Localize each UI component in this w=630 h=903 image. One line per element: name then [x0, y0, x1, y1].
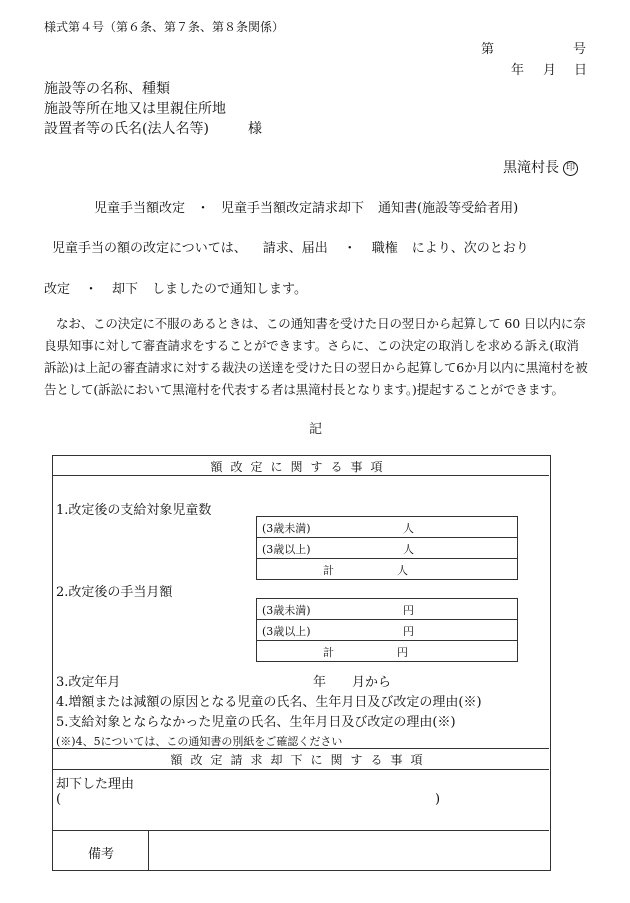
children-count-table: [256, 516, 518, 580]
item3-month-from: 月から: [352, 675, 392, 690]
title-part1: 児童手当額改定: [94, 201, 186, 216]
children-under3-row: [257, 517, 517, 538]
section2-header-divider: [52, 769, 549, 770]
remarks-label: 備考: [88, 847, 115, 862]
facility-address-label: 施設等所在地又は里親住所地: [44, 101, 226, 117]
facility-name-label: 施設等の名称、種類: [44, 81, 170, 97]
body-line1-suffix: により、次のとおり: [411, 241, 529, 256]
title-sep: ・: [196, 201, 210, 216]
notice-paragraph: なお、この決定に不服のあるときは、この通知書を受けた日の翌日から起算して 60 日以内に奈良県知事に対して審査請求をすることができます。さらに、この決定の取消しを求める訴え(取消訴訟)は上記の審査請求に対する裁決の送達を受けた日の翌日から起算して6か月以内に黒滝村を被告として(訴訟において黒滝村を代表する者は黒滝村長となります。)提起することができます。: [44, 316, 588, 397]
amount-total-label: 計: [323, 646, 334, 659]
amount-total-unit: 円: [397, 646, 408, 659]
ki-label: 記: [309, 422, 323, 437]
body-line2-opt2: 却下: [112, 282, 139, 297]
amount-under3-unit: 円: [403, 604, 414, 617]
body-line2-opt1: 改定: [44, 282, 71, 297]
item3-year: 年: [313, 675, 327, 690]
children-under3-label: (3歳未満): [262, 522, 311, 535]
issuer-name: 黒滝村長: [503, 160, 559, 176]
body-line2: [44, 278, 307, 297]
remarks-column-divider: [148, 830, 149, 870]
date-year: 年: [511, 63, 525, 78]
children-over3-unit: 人: [403, 543, 414, 556]
body-line1-prefix: 児童手当の額の改定については、: [52, 241, 247, 256]
doc-number-dai: 第: [481, 42, 495, 57]
allowance-amount-table: [256, 598, 518, 662]
body-line1-opt2: 職権: [371, 241, 398, 256]
amount-under3-label: (3歳未満): [262, 604, 311, 617]
body-line1: [52, 237, 529, 256]
children-under3-unit: 人: [403, 522, 414, 535]
amount-total-row: [257, 641, 517, 661]
body-line2-suffix: しましたので通知します。: [152, 282, 307, 297]
sama-label: 様: [248, 121, 262, 137]
body-line1-opt1: 請求、届出: [262, 241, 328, 256]
remarks-top-divider: [52, 830, 549, 831]
children-total-row: [257, 559, 517, 579]
establisher-label: 設置者等の氏名(法人名等): [44, 121, 209, 137]
children-over3-row: [257, 538, 517, 559]
section1-header-divider: [52, 475, 549, 476]
date-month: 月: [543, 63, 557, 78]
body-line1-sep: ・: [343, 241, 357, 256]
amount-over3-label: (3歳以上): [262, 625, 311, 638]
item3-label: 3.改定年月: [56, 675, 121, 690]
seal-icon: 印: [563, 161, 578, 176]
item1-label: 1.改定後の支給対象児童数: [56, 503, 212, 518]
amount-over3-unit: 円: [403, 625, 414, 638]
items-note: (※)4、5については、この通知書の別紙をご確認ください: [56, 735, 343, 748]
item4-label: 4.増額または減額の原因となる児童の氏名、生年月日及び改定の理由(※): [56, 695, 482, 710]
doc-number-go: 号: [573, 42, 587, 57]
item2-label: 2.改定後の手当月額: [56, 585, 173, 600]
title-part2: 児童手当額改定請求却下: [221, 201, 365, 216]
title-part3: 通知書(施設等受給者用): [378, 201, 519, 216]
reason-paren-open: (: [56, 792, 62, 807]
reject-reason-label: 却下した理由: [56, 777, 135, 792]
section2-top-divider: [52, 748, 549, 749]
reason-paren-close: ): [435, 792, 441, 807]
children-over3-label: (3歳以上): [262, 543, 311, 556]
body-line2-sep: ・: [84, 282, 98, 297]
section1-header: 額改定に関する事項: [210, 460, 391, 474]
item5-label: 5.支給対象とならなかった児童の氏名、生年月日及び改定の理由(※): [56, 715, 456, 730]
document-title: [94, 197, 518, 216]
amount-under3-row: [257, 599, 517, 620]
issuer: [503, 157, 578, 177]
children-total-label: 計: [323, 564, 334, 577]
form-number: 様式第４号（第６条、第７条、第８条関係）: [44, 20, 285, 34]
date-day: 日: [574, 63, 588, 78]
amount-over3-row: [257, 620, 517, 641]
section2-header: 額改定請求却下に関する事項: [170, 753, 431, 767]
children-total-unit: 人: [397, 564, 408, 577]
